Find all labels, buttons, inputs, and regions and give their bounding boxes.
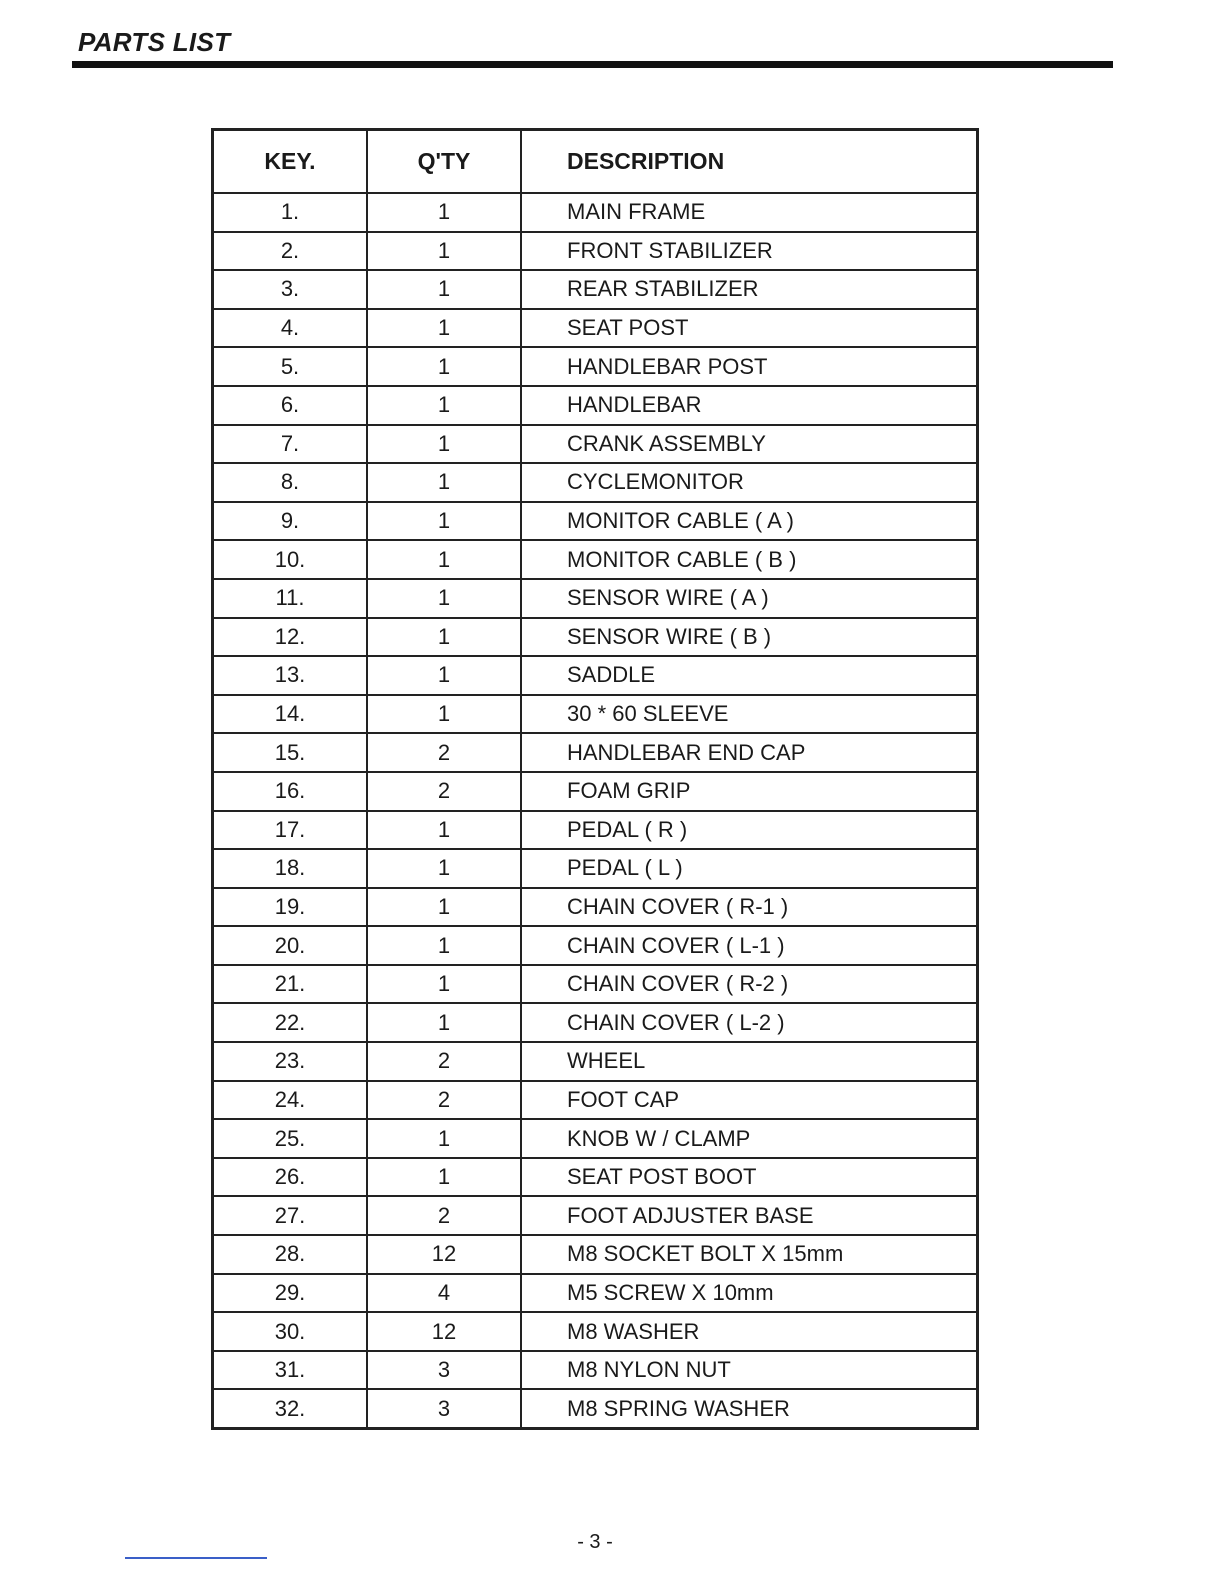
table-row: [213, 425, 978, 464]
part-qty-cell: 1: [367, 193, 521, 232]
part-description-cell: KNOB W / CLAMP: [521, 1119, 978, 1158]
part-key-cell: 1.: [213, 193, 368, 232]
part-qty-cell: 3: [367, 1351, 521, 1390]
table-row: [213, 849, 978, 888]
part-key-cell: 8.: [213, 463, 368, 502]
part-description-cell: MONITOR CABLE ( B ): [521, 540, 978, 579]
table-row: [213, 1351, 978, 1390]
part-key-cell: 30.: [213, 1312, 368, 1351]
part-key-cell: 24.: [213, 1081, 368, 1120]
part-qty-cell: 1: [367, 579, 521, 618]
part-key-cell: 3.: [213, 270, 368, 309]
table-row: [213, 1196, 978, 1235]
table-row: [213, 232, 978, 271]
title-divider: [72, 61, 1113, 68]
column-header-key: KEY.: [213, 130, 368, 194]
table-row: [213, 965, 978, 1004]
table-header-row: [213, 130, 978, 194]
table-row: [213, 309, 978, 348]
part-description-cell: M8 NYLON NUT: [521, 1351, 978, 1390]
part-key-cell: 29.: [213, 1274, 368, 1313]
part-qty-cell: 1: [367, 502, 521, 541]
part-key-cell: 25.: [213, 1119, 368, 1158]
part-description-cell: SENSOR WIRE ( B ): [521, 618, 978, 657]
part-key-cell: 22.: [213, 1003, 368, 1042]
part-description-cell: M8 WASHER: [521, 1312, 978, 1351]
part-qty-cell: 2: [367, 1042, 521, 1081]
table-row: [213, 1274, 978, 1313]
part-key-cell: 7.: [213, 425, 368, 464]
part-key-cell: 2.: [213, 232, 368, 271]
part-key-cell: 27.: [213, 1196, 368, 1235]
table-row: [213, 386, 978, 425]
table-row: [213, 193, 978, 232]
part-qty-cell: 3: [367, 1389, 521, 1428]
part-description-cell: CHAIN COVER ( L-1 ): [521, 926, 978, 965]
part-description-cell: SADDLE: [521, 656, 978, 695]
column-header-description: DESCRIPTION: [521, 130, 978, 194]
part-key-cell: 23.: [213, 1042, 368, 1081]
part-description-cell: REAR STABILIZER: [521, 270, 978, 309]
table-row: [213, 1042, 978, 1081]
part-description-cell: HANDLEBAR POST: [521, 347, 978, 386]
part-qty-cell: 1: [367, 1119, 521, 1158]
table-row: [213, 733, 978, 772]
part-description-cell: SEAT POST BOOT: [521, 1158, 978, 1197]
part-qty-cell: 1: [367, 1003, 521, 1042]
table-row: [213, 1003, 978, 1042]
part-key-cell: 12.: [213, 618, 368, 657]
part-qty-cell: 1: [367, 849, 521, 888]
part-key-cell: 14.: [213, 695, 368, 734]
part-key-cell: 5.: [213, 347, 368, 386]
parts-table: [211, 128, 979, 1430]
table-row: [213, 502, 978, 541]
part-key-cell: 15.: [213, 733, 368, 772]
part-key-cell: 17.: [213, 811, 368, 850]
part-qty-cell: 1: [367, 463, 521, 502]
table-row: [213, 811, 978, 850]
part-description-cell: MAIN FRAME: [521, 193, 978, 232]
part-key-cell: 11.: [213, 579, 368, 618]
table-row: [213, 1389, 978, 1428]
part-qty-cell: 1: [367, 386, 521, 425]
part-description-cell: CHAIN COVER ( R-2 ): [521, 965, 978, 1004]
part-qty-cell: 1: [367, 347, 521, 386]
table-row: [213, 270, 978, 309]
part-key-cell: 4.: [213, 309, 368, 348]
part-description-cell: HANDLEBAR END CAP: [521, 733, 978, 772]
column-header-qty: Q'TY: [367, 130, 521, 194]
table-row: [213, 579, 978, 618]
table-row: [213, 772, 978, 811]
part-key-cell: 19.: [213, 888, 368, 927]
footer-divider: [125, 1557, 267, 1559]
table-row: [213, 540, 978, 579]
table-row: [213, 888, 978, 927]
table-row: [213, 1119, 978, 1158]
part-description-cell: M5 SCREW X 10mm: [521, 1274, 978, 1313]
part-description-cell: PEDAL ( R ): [521, 811, 978, 850]
part-qty-cell: 2: [367, 733, 521, 772]
table-row: [213, 1081, 978, 1120]
table-row: [213, 347, 978, 386]
table-row: [213, 1235, 978, 1274]
part-description-cell: CYCLEMONITOR: [521, 463, 978, 502]
part-description-cell: SENSOR WIRE ( A ): [521, 579, 978, 618]
part-key-cell: 10.: [213, 540, 368, 579]
part-description-cell: HANDLEBAR: [521, 386, 978, 425]
table-row: [213, 618, 978, 657]
page-number: - 3 -: [577, 1531, 613, 1553]
part-key-cell: 21.: [213, 965, 368, 1004]
part-description-cell: FOAM GRIP: [521, 772, 978, 811]
part-qty-cell: 12: [367, 1312, 521, 1351]
part-key-cell: 26.: [213, 1158, 368, 1197]
part-qty-cell: 12: [367, 1235, 521, 1274]
part-description-cell: PEDAL ( L ): [521, 849, 978, 888]
part-description-cell: M8 SPRING WASHER: [521, 1389, 978, 1428]
part-description-cell: FRONT STABILIZER: [521, 232, 978, 271]
part-description-cell: WHEEL: [521, 1042, 978, 1081]
part-description-cell: FOOT ADJUSTER BASE: [521, 1196, 978, 1235]
part-description-cell: MONITOR CABLE ( A ): [521, 502, 978, 541]
part-key-cell: 20.: [213, 926, 368, 965]
parts-table-body: [213, 193, 978, 1429]
part-description-cell: SEAT POST: [521, 309, 978, 348]
part-qty-cell: 1: [367, 270, 521, 309]
part-key-cell: 16.: [213, 772, 368, 811]
part-description-cell: 30 * 60 SLEEVE: [521, 695, 978, 734]
part-qty-cell: 1: [367, 656, 521, 695]
part-qty-cell: 1: [367, 888, 521, 927]
part-qty-cell: 1: [367, 1158, 521, 1197]
part-key-cell: 31.: [213, 1351, 368, 1390]
part-qty-cell: 1: [367, 811, 521, 850]
part-key-cell: 18.: [213, 849, 368, 888]
part-qty-cell: 1: [367, 309, 521, 348]
part-qty-cell: 1: [367, 540, 521, 579]
part-key-cell: 13.: [213, 656, 368, 695]
part-qty-cell: 1: [367, 926, 521, 965]
part-key-cell: 28.: [213, 1235, 368, 1274]
part-qty-cell: 2: [367, 1081, 521, 1120]
table-row: [213, 926, 978, 965]
part-key-cell: 32.: [213, 1389, 368, 1428]
table-row: [213, 463, 978, 502]
part-qty-cell: 1: [367, 965, 521, 1004]
part-qty-cell: 1: [367, 618, 521, 657]
table-row: [213, 695, 978, 734]
part-description-cell: FOOT CAP: [521, 1081, 978, 1120]
part-qty-cell: 1: [367, 695, 521, 734]
part-qty-cell: 2: [367, 1196, 521, 1235]
part-key-cell: 9.: [213, 502, 368, 541]
part-description-cell: M8 SOCKET BOLT X 15mm: [521, 1235, 978, 1274]
table-row: [213, 1158, 978, 1197]
part-qty-cell: 1: [367, 232, 521, 271]
part-key-cell: 6.: [213, 386, 368, 425]
part-description-cell: CRANK ASSEMBLY: [521, 425, 978, 464]
table-row: [213, 656, 978, 695]
part-description-cell: CHAIN COVER ( L-2 ): [521, 1003, 978, 1042]
part-description-cell: CHAIN COVER ( R-1 ): [521, 888, 978, 927]
page-title: PARTS LIST: [78, 27, 231, 57]
part-qty-cell: 4: [367, 1274, 521, 1313]
table-row: [213, 1312, 978, 1351]
part-qty-cell: 1: [367, 425, 521, 464]
part-qty-cell: 2: [367, 772, 521, 811]
